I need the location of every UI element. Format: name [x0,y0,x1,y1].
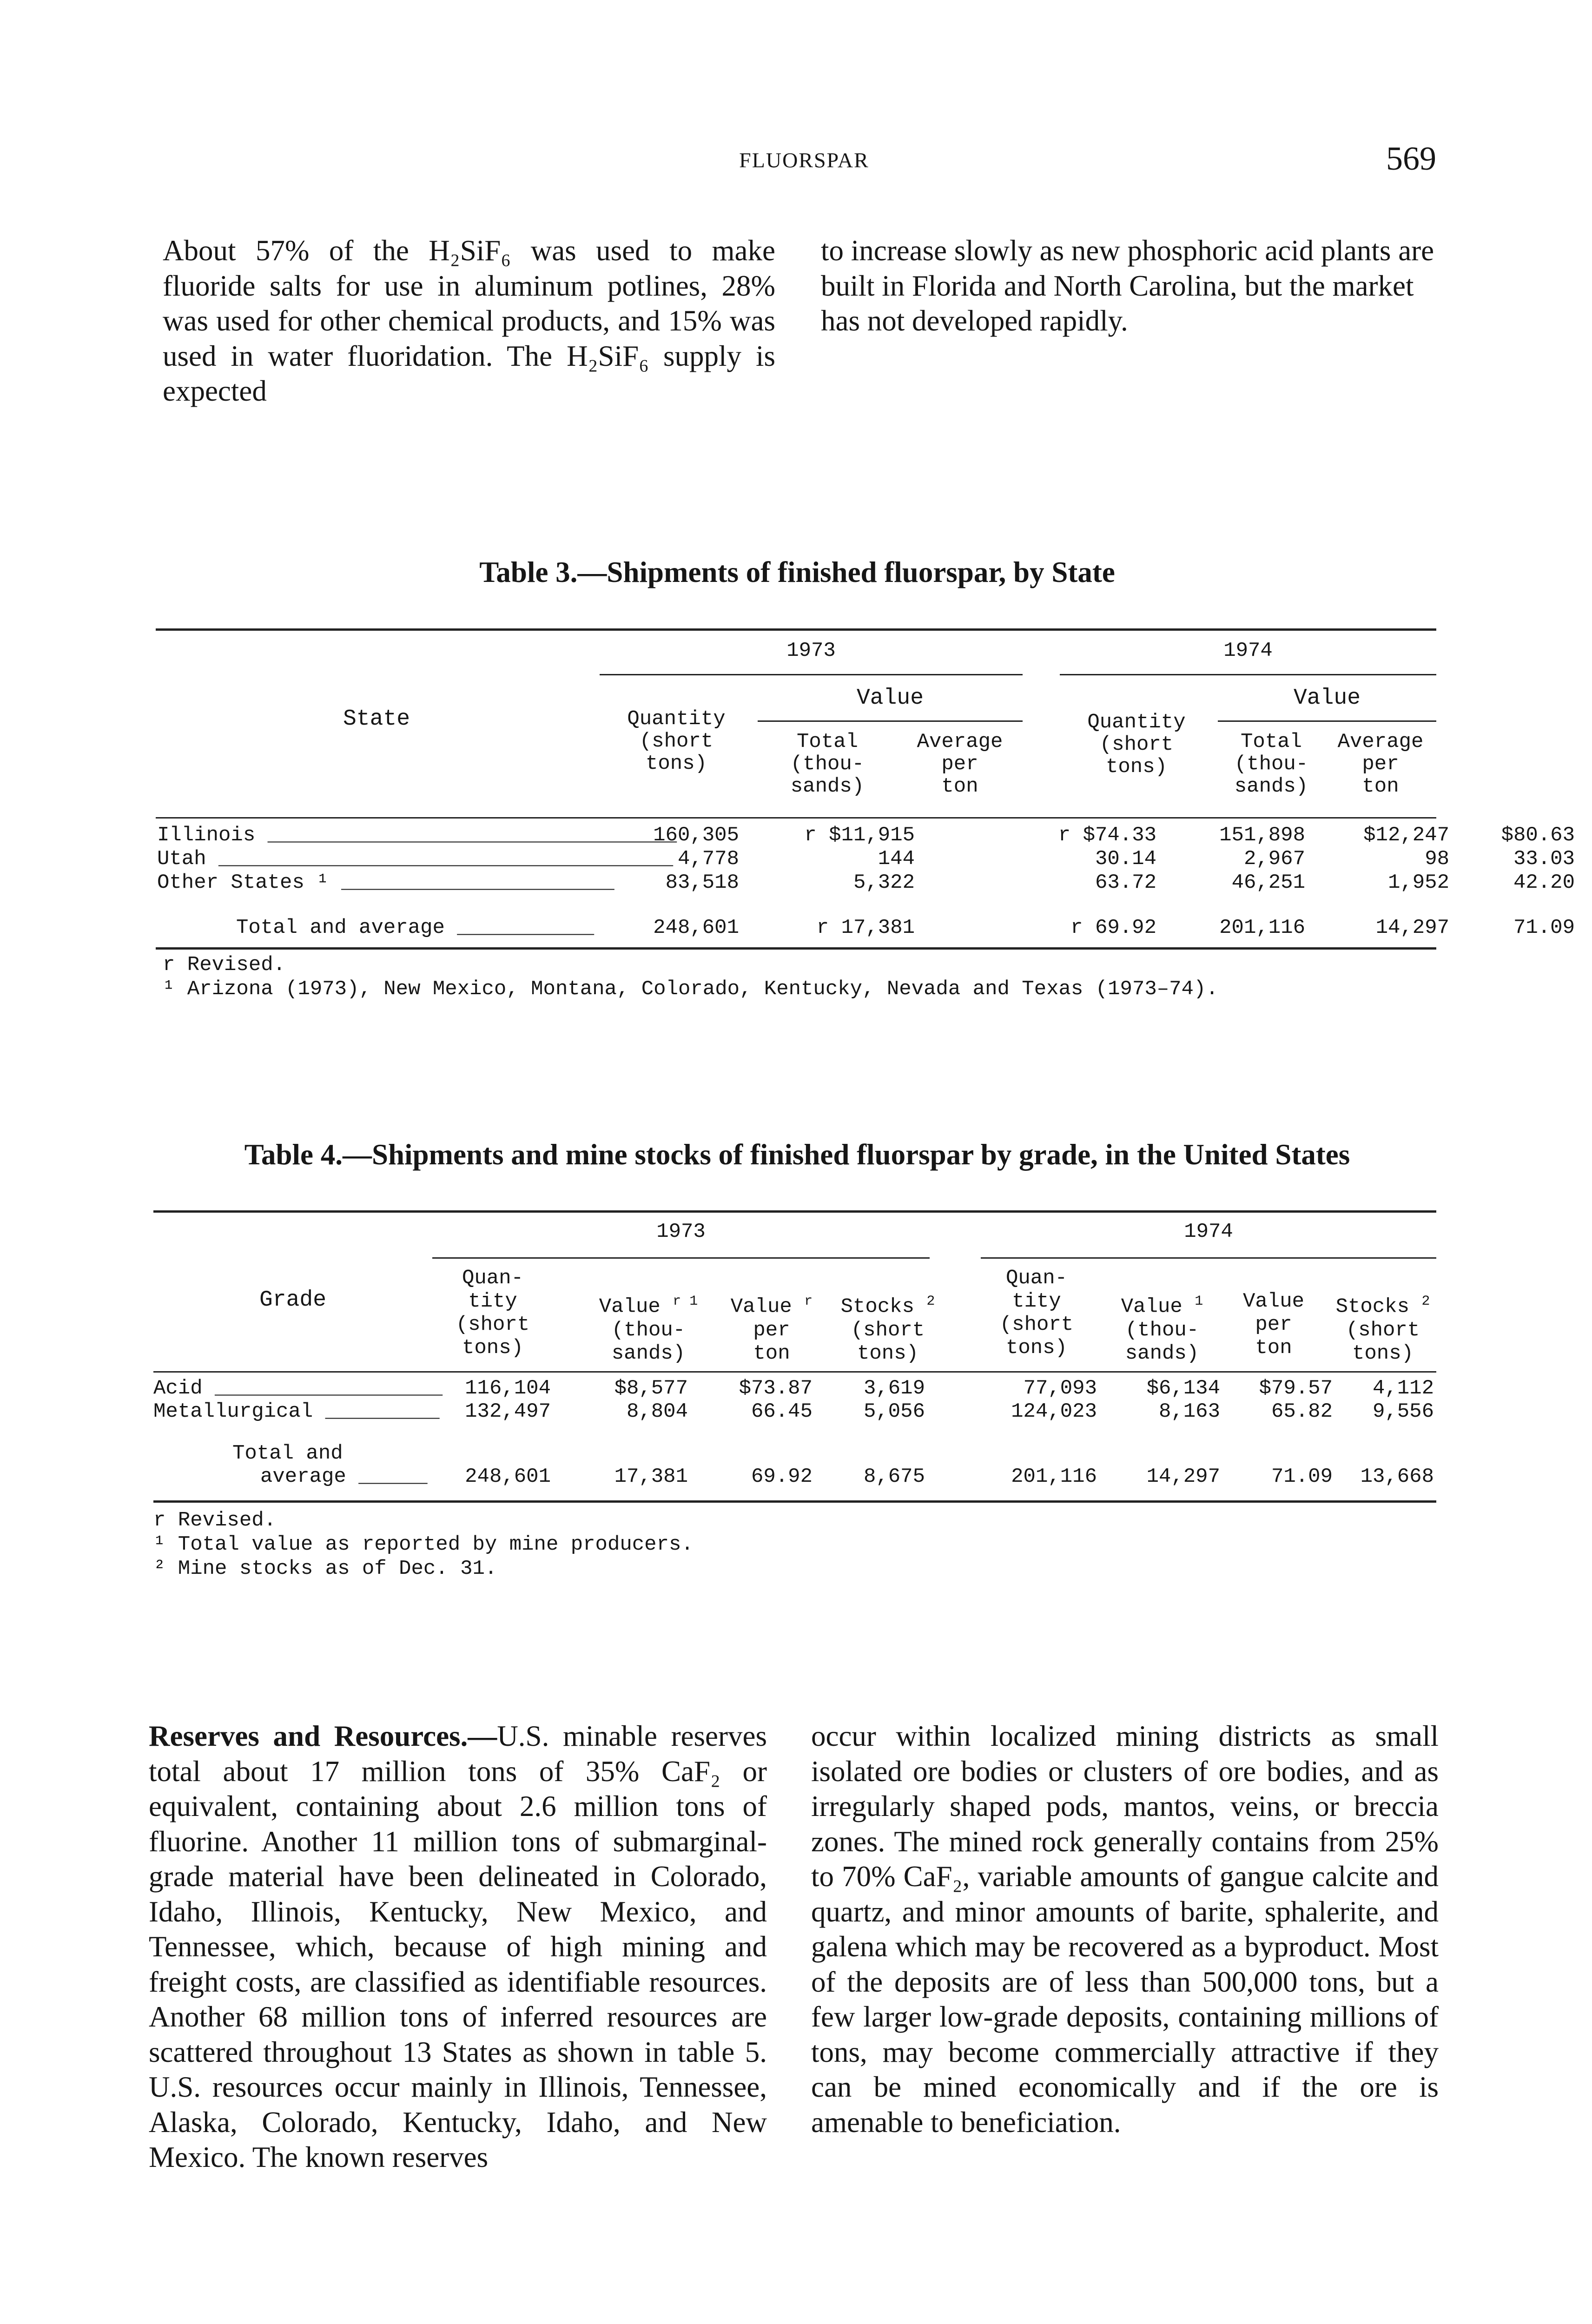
reserves-column-left [149,1719,767,2175]
table4-year-1973: 1973 [656,1220,706,1243]
table4-stocks-header-1974: Stocks $^2$ (short tons) [1335,1294,1430,1365]
table4-value-header-1973: Value $^{r 1}$ (thou- sands) [599,1294,698,1365]
table3-cell: 33.03 [1513,847,1575,871]
table3-body [157,824,1575,940]
table3-year-1974: 1974 [1223,639,1273,662]
reserves-text-left: U.S. minable reserves total about 17 million tons of 35% CaF₂ or equivalent, containing about 2.6 million tons of fluorine. Another 11 million tons of submarginal-grade material have been delineated in Colorado, Idaho, Illinois, Kentucky, New Mexico, and Tennessee, which, because of high mining and freight costs, are classified as identifiable resources. Another 68 million tons of inferred resources are scattered throughout 13 States as shown in table 5. U.S. resources occur mainly in Illinois, Tennessee, Alaska, Colorado, Kentucky, Idaho, and New Mexico. The known reserves [149,1720,767,2173]
table3-total-row [157,916,1575,940]
table3-year-1973: 1973 [786,639,836,662]
table4-cell: 14,297 [1146,1465,1220,1488]
table4-total-label: Total and [232,1442,343,1465]
table3-state-cell: Other States ¹ ________________________ [157,871,614,894]
table3-total-label: Total and average ____________ [236,916,594,939]
table4-cell: 13,668 [1360,1465,1434,1488]
table3-cell: 42.20 [1513,871,1575,894]
table3-cell: 83,518 [665,871,739,894]
table3-cell: 201,116 [1219,916,1305,939]
table4-footnotes [153,1508,1436,1581]
table4-footnote: ¹ Total value as reported by mine producers. [153,1533,694,1556]
table3-state-cell: Illinois ____________________________________ [157,824,676,847]
reserves-paragraph-left [149,1719,767,2175]
table3-average-header-1974: Average per ton [1337,730,1424,798]
table3-cell: 14,297 [1375,916,1449,939]
table3-row [157,847,1575,871]
table4-value-header-1974: Value $^1$ (thou- sands) [1121,1294,1203,1365]
table4-year2-rule [981,1257,1436,1259]
table4-cell: $6,134 [1146,1377,1220,1400]
table4-cell: 201,116 [1011,1465,1097,1488]
table4-cell: 116,104 [465,1377,551,1400]
table4-cell: $73.87 [739,1377,813,1400]
table3-cell: 248,601 [653,916,739,939]
table3-cell: 63.72 [1095,871,1156,894]
table4-cell: 248,601 [465,1465,551,1488]
table3-cell: 5,322 [853,871,915,894]
table4-cell: 124,023 [1011,1400,1097,1423]
intro-column-left [163,233,775,409]
table4-cell: $8,577 [614,1377,688,1400]
table3-footnotes [163,953,1436,1001]
table3-cell: 4,778 [677,847,739,871]
table4-total-label: average ______ [260,1465,427,1488]
table3-row [157,871,1575,895]
table3-quantity-header-1973: Quantity (short tons) [627,707,726,775]
table4-cell: 77,093 [1023,1377,1097,1400]
intro-column-right [821,233,1440,339]
table3-total-header-1973: Total (thou- sands) [790,730,865,798]
reserves-heading: Reserves and Resources.— [149,1720,497,1752]
table4-cell: 69.92 [751,1465,813,1488]
table3-state-header: State [343,706,410,732]
table4-cell: 9,556 [1372,1400,1434,1423]
table4-cell: 4,112 [1372,1377,1434,1400]
table4-grade-cell: Metallurgical __________ [153,1400,439,1423]
table3-cell: 144 [878,847,915,871]
reserves-column-right [811,1719,1439,2140]
table3-cell: $80.63 [1501,824,1575,847]
table3-row [157,824,1575,847]
table3-value-header-1973: Value [856,686,924,711]
table3-cell: r 17,381 [816,916,915,939]
table4-title: Table 4.—Shipments and mine stocks of finished fluorspar by grade, in the United States [244,1138,1350,1171]
table3-year2-rule [1060,674,1436,675]
table4-row [153,1377,1436,1400]
table3-cell: $12,247 [1363,824,1449,847]
table4-cell: 71.09 [1271,1465,1333,1488]
table3-cell: r $74.33 [1058,824,1156,847]
table4-cell: 65.82 [1271,1400,1333,1423]
table4-quantity-header-1973: Quan- tity (short tons) [456,1267,530,1360]
table4-top-rule [153,1210,1436,1213]
table3-top-rule [156,628,1436,631]
table4-footnote: r Revised. [153,1509,277,1532]
table3-cell: 98 [1425,847,1449,871]
table3-bottom-rule [156,947,1436,950]
table4-footnote: ² Mine stocks as of Dec. 31. [153,1557,497,1580]
table4-cell: 5,056 [863,1400,925,1423]
intro-paragraph-left: About 57% of the H₂SiF₆ was used to make fluoride salts for use in aluminum potlines, 28% was used for other chemical products, and 15% was used in water fluoridation. The H₂SiF₆ supply is expected [163,234,775,407]
table4-year-1974: 1974 [1184,1220,1233,1243]
intro-paragraph-right: to increase slowly as new phosphoric acid plants are built in Florida and North Carolina, but the market has not developed rapidly. [821,234,1434,337]
table3-cell: 2,967 [1243,847,1305,871]
table4-header-rule [153,1371,1436,1373]
table3-cell: r $11,915 [804,824,915,847]
table3-footnote: ¹ Arizona (1973), New Mexico, Montana, Colorado, Kentucky, Nevada and Texas (1973–74). [163,977,1218,1001]
running-header-title: FLUORSPAR [739,148,869,172]
table3-footnote: r Revised. [163,953,286,977]
table3-value-header-1974: Value [1293,686,1361,711]
table4-cell: 8,163 [1158,1400,1220,1423]
table3-state-cell: Utah ________________________________________ [157,847,673,871]
table4-cell: 3,619 [863,1377,925,1400]
table3-quantity-header-1974: Quantity (short tons) [1087,711,1186,779]
table4-cell: 66.45 [751,1400,813,1423]
table3-total-header-1974: Total (thou- sands) [1234,730,1308,798]
table4-quantity-header-1974: Quan- tity (short tons) [999,1267,1074,1360]
table4-grade-header: Grade [259,1287,327,1313]
table3-cell: 71.09 [1513,916,1575,939]
table4-total-row [153,1465,1436,1488]
table3-average-header-1973: Average per ton [917,730,1003,798]
table4-body [153,1377,1436,1488]
table3-cell: 46,251 [1231,871,1305,894]
table3-title: Table 3.—Shipments of finished fluorspar, by State [479,556,1115,588]
table4-cell: 8,804 [626,1400,688,1423]
table3-value2-rule [1218,720,1436,722]
page-number: 569 [1386,140,1436,177]
table4-row [153,1400,1436,1423]
table4-value-per-ton-header-1974: Value per ton [1242,1290,1305,1360]
table3-cell: 160,305 [653,824,739,847]
table3-header-rule [156,817,1436,819]
table4-cell: $79.57 [1259,1377,1333,1400]
table3-cell: 30.14 [1095,847,1156,871]
table4-value-per-ton-header-1973: Value $^r$ per ton [730,1294,813,1365]
table4-stocks-header-1973: Stocks $^2$ (short tons) [840,1294,935,1365]
table4-grade-cell: Acid ____________________ [153,1377,442,1400]
table4-total-row-label1 [153,1442,1436,1465]
table4-bottom-rule [153,1500,1436,1503]
table3-cell: 151,898 [1219,824,1305,847]
table4-cell: 17,381 [614,1465,688,1488]
table4-cell: 132,497 [465,1400,551,1423]
table4-year1-rule [432,1257,930,1259]
reserves-paragraph-right: occur within localized mining districts as small isolated ore bodies or clusters of ore bodies, and as irregularly shaped pods, mantos, veins, or breccia zones. The mined rock generally contains from 25% to 70% CaF₂, variable amounts of gangue calcite and quartz, and minor amounts of barite, sphalerite, and galena which may be recovered as a byproduct. Most of the deposits are of less than 500,000 tons, but a few larger low-grade deposits, containing millions of tons, may become commercially attractive if they can be mined economically and if the ore is amenable to beneficiation. [811,1720,1439,2139]
table3-year1-rule [600,674,1023,675]
table3-cell: r 69.92 [1070,916,1156,939]
table3-value1-rule [758,720,1023,722]
table3-cell: 1,952 [1387,871,1449,894]
table4-cell: 8,675 [863,1465,925,1488]
